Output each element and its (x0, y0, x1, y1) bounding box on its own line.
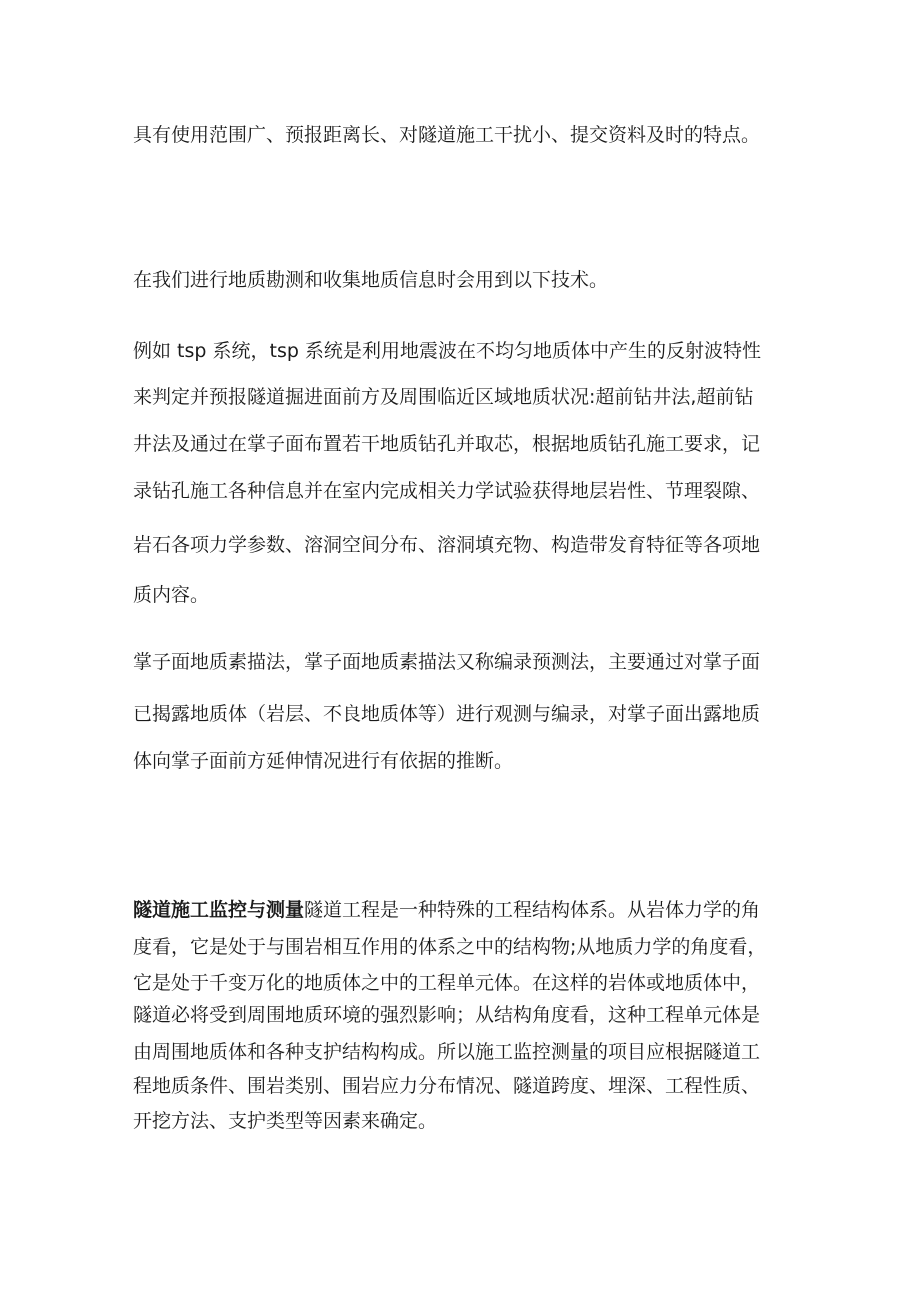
paragraph-5-line-7: 开挖方法、支护类型等因素来确定。 (133, 1110, 438, 1132)
paragraph-1-line-1: 具有使用范围广、预报距离长、对隧道施工干扰小、提交资料及时的特点。 (133, 124, 761, 146)
paragraph-4-line-1: 掌子面地质素描法，掌子面地质素描法又称编录预测法，主要通过对掌子面 (133, 651, 761, 673)
section-heading: 隧道施工监控与测量 (133, 899, 305, 921)
paragraph-4-line-2: 已揭露地质体（岩层、不良地质体等）进行观测与编录，对掌子面出露地质 (133, 703, 761, 725)
paragraph-5-line-6: 程地质条件、围岩类别、围岩应力分布情况、隧道跨度、埋深、工程性质、 (133, 1075, 761, 1097)
paragraph-5-line-2: 度看，它是处于与围岩相互作用的体系之中的结构物;从地质力学的角度看， (133, 936, 767, 958)
paragraph-5-line-1 (133, 898, 760, 923)
paragraph-2-line-1: 在我们进行地质勘测和收集地质信息时会用到以下技术。 (133, 269, 609, 291)
paragraph-5-line-4: 隧道必将受到周围地质环境的强烈影响；从结构角度看，这种工程单元体是 (133, 1004, 761, 1026)
paragraph-3-line-4: 录钻孔施工各种信息并在室内完成相关力学试验获得地层岩性、节理裂隙、 (133, 480, 761, 502)
paragraph-4-line-3: 体向掌子面前方延伸情况进行有依据的推断。 (133, 750, 514, 772)
paragraph-3-line-1: 例如 tsp 系统，tsp 系统是利用地震波在不均匀地质体中产生的反射波特性 (133, 340, 761, 362)
paragraph-5-line-3: 它是处于千变万化的地质体之中的工程单元体。在这样的岩体或地质体中， (133, 972, 761, 994)
paragraph-3-line-5: 岩石各项力学参数、溶洞空间分布、溶洞填充物、构造带发育特征等各项地 (133, 534, 761, 556)
paragraph-5-line-5: 由周围地质体和各种支护结构构成。所以施工监控测量的项目应根据隧道工 (133, 1041, 761, 1063)
paragraph-3-line-2: 来判定并预报隧道掘进面前方及周围临近区域地质状况:超前钻井法,超前钻 (133, 386, 754, 408)
paragraph-3-line-6: 质内容。 (133, 584, 210, 606)
paragraph-3-line-3: 井法及通过在掌子面布置若干地质钻孔并取芯，根据地质钻孔施工要求，记 (133, 433, 761, 455)
paragraph-5-line-1-rest: 隧道工程是一种特殊的工程结构体系。从岩体力学的角 (304, 899, 761, 921)
